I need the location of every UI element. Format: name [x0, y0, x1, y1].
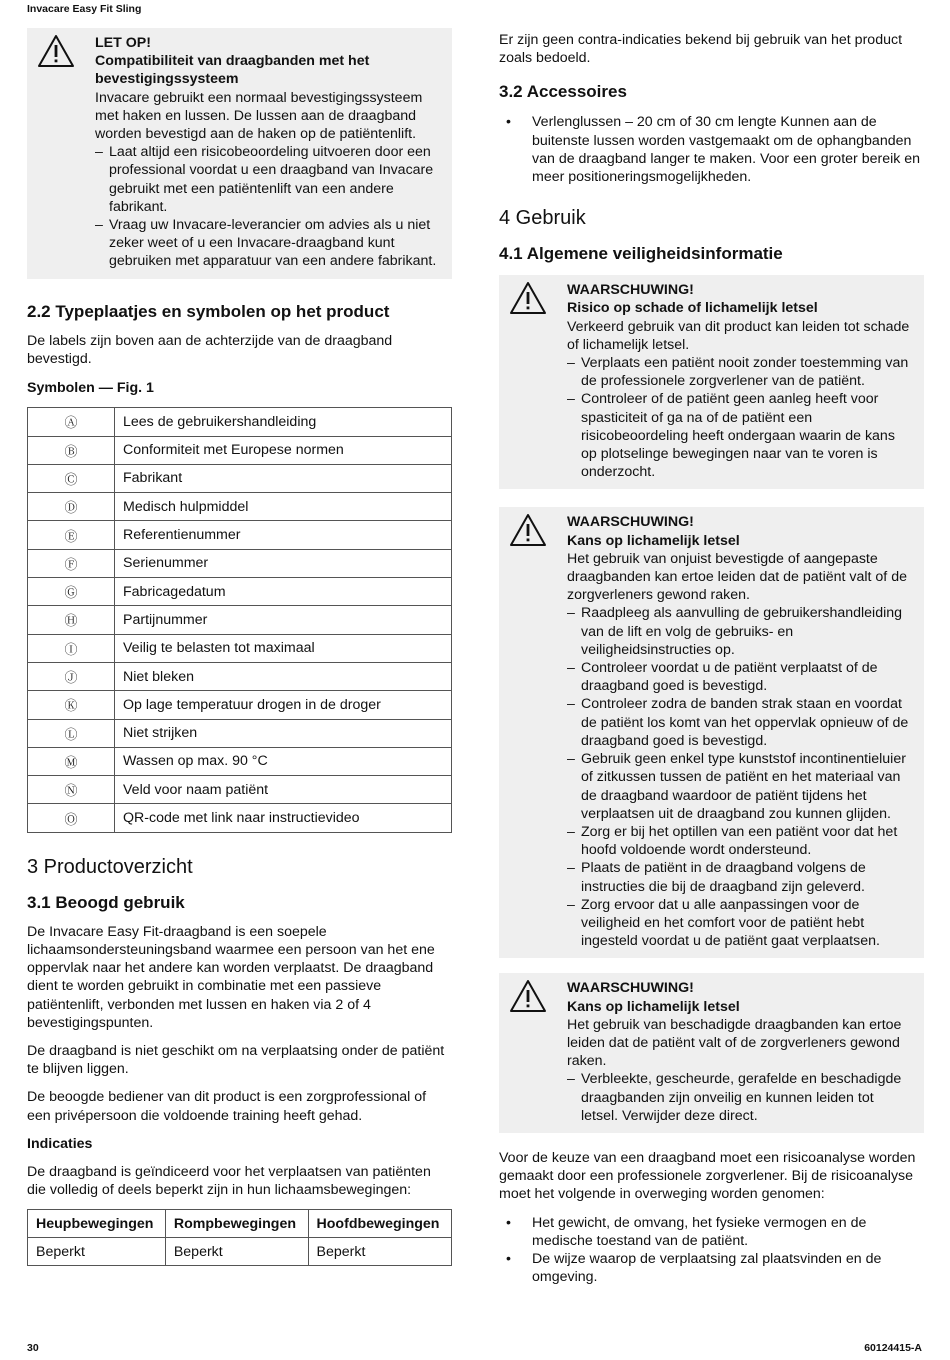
symbol-label: Op lage temperatuur drogen in de droger — [115, 691, 452, 719]
symbol-label: Niet strijken — [115, 719, 452, 747]
right-column — [499, 31, 924, 1286]
table-row — [28, 493, 452, 521]
labels-paragraph: De labels zijn boven aan de achterzijde van de draagband bevestigd. — [27, 332, 393, 367]
page-number: 30 — [27, 1342, 39, 1354]
contraindications-paragraph: Er zijn geen contra-indicaties bekend bij gebruik van het product zoals bedoeld. — [499, 32, 903, 67]
table-row — [28, 747, 452, 775]
symbol-label: QR-code met link naar instructievideo — [115, 804, 452, 832]
symbol-label: Medisch hulpmiddel — [115, 493, 452, 521]
caution-note — [27, 28, 452, 279]
symbol-letter: Ⓘ — [28, 634, 115, 662]
warning-item: – Gebruik geen enkel type kunststof incontinentieluier of zitkussen tussen de patiënt en het materiaal van de draagband waardoor de patiënt tijdens het verplaatsen uit de draagband zou kunnen glijden. — [567, 750, 914, 823]
symbol-label: Lees de gebruikershandleiding — [115, 408, 452, 436]
warning-item: – Controleer of de patiënt geen aanleg heeft voor spasticiteit of ga na of de patiënt een risicobeoordeling heeft ondergaan waarin de kans op plotselinge bewegingen naar van te voren is onderzocht. — [567, 390, 914, 481]
warning-item: – Controleer voordat u de patiënt verplaatst of de draagband goed is bevestigd. — [567, 659, 914, 695]
symbol-label: Wassen op max. 90 °C — [115, 747, 452, 775]
risk-analysis-paragraph: Voor de keuze van een draagband moet een risicoanalyse worden gemaakt door een professionele zorgverlener. Bij de risicoanalyse moet het volgende in overweging worden genomen: — [499, 1149, 916, 1203]
intended-use-paragraph: De Invacare Easy Fit-draagband is een soepele lichaamsondersteuningsband waarmee een persoon van het ene oppervlak naar het andere kan worden verplaatst. De draagband dient te worden gebruikt in combinatie met een passieve patiëntenlift, verbonden met lussen en haken via 2 of 4 bevestigingspunten. — [27, 923, 435, 1031]
warning-item: – Controleer zodra de banden strak staan en voordat de patiënt los komt van het oppervlak opnieuw of de draagband goed is bevestigd. — [567, 695, 914, 750]
symbol-label: Conformiteit met Europese normen — [115, 436, 452, 464]
indications-heading: Indicaties — [27, 1135, 93, 1152]
warning-box — [499, 973, 924, 1133]
table-row — [28, 662, 452, 690]
table-row — [28, 1238, 452, 1266]
warning-body: Verkeerd gebruik van dit product kan leiden tot schade of lichamelijk letsel. — [567, 318, 910, 353]
document-code: 60124415-A — [864, 1342, 922, 1354]
symbol-letter: Ⓑ — [28, 436, 115, 464]
section-heading-4-1: 4.1 Algemene veiligheidsinformatie — [499, 244, 783, 264]
symbol-label: Partijnummer — [115, 606, 452, 634]
warning-triangle-icon — [509, 979, 547, 1013]
symbol-letter: Ⓙ — [28, 662, 115, 690]
symbol-label: Fabrikant — [115, 464, 452, 492]
table-cell: Beperkt — [28, 1238, 166, 1266]
warning-item: – Zorg ervoor dat u alle aanpassingen voor de veiligheid en het comfort voor de patiënt hebt ingesteld voordat u de patiënt gaat verplaatsen. — [567, 896, 914, 951]
symbol-letter: Ⓛ — [28, 719, 115, 747]
chapter-heading-4: 4 Gebruik — [499, 207, 586, 230]
warning-box — [499, 507, 924, 958]
symbol-letter: Ⓗ — [28, 606, 115, 634]
column-header: Hoofdbewegingen — [308, 1210, 451, 1238]
warning-list — [567, 1070, 914, 1125]
symbol-letter: Ⓖ — [28, 578, 115, 606]
warning-item: – Verbleekte, gescheurde, gerafelde en beschadigde draagbanden zijn onveilig en kunnen leiden tot letsel. Verwijder deze direct. — [567, 1070, 914, 1125]
warning-item: – Plaats de patiënt in de draagband volgens de instructies die bij de draagband zijn geleverd. — [567, 859, 914, 895]
table-row — [28, 464, 452, 492]
symbols-caption: Symbolen — Fig. 1 — [27, 380, 154, 397]
left-column — [27, 28, 452, 1266]
note-title: Compatibiliteit van draagbanden met het bevestigingssysteem — [95, 53, 370, 88]
symbols-table — [27, 407, 452, 832]
note-list — [95, 143, 442, 270]
accessory-item: • Verlenglussen – 20 cm of 30 cm lengte Kunnen aan de buitenste lussen worden vastgemaakt om de ophangbanden van de draagband langer te maken. Voor een groter bereik en meer positioneringsmogelijkheden. — [499, 113, 924, 186]
risk-factor-item: • De wijze waarop de verplaatsing zal plaatsvinden en de omgeving. — [499, 1250, 924, 1286]
table-row — [28, 804, 452, 832]
table-row — [28, 634, 452, 662]
warning-triangle-icon — [37, 34, 75, 68]
table-cell: Beperkt — [165, 1238, 308, 1266]
table-row — [28, 549, 452, 577]
warning-item: – Zorg er bij het optillen van een patiënt voor dat het hoofd voldoende wordt ondersteund. — [567, 823, 914, 859]
table-row — [28, 719, 452, 747]
column-header: Heupbewegingen — [28, 1210, 166, 1238]
table-header-row — [28, 1210, 452, 1238]
warning-title: Kans op lichamelijk letsel — [567, 998, 740, 1015]
warning-box — [499, 275, 924, 489]
section-heading-3-2: 3.2 Accessoires — [499, 82, 627, 102]
warning-triangle-icon — [509, 281, 547, 315]
table-row — [28, 606, 452, 634]
chapter-heading-3: 3 Productoverzicht — [27, 855, 193, 878]
symbol-label: Veilig te belasten tot maximaal — [115, 634, 452, 662]
symbol-letter: Ⓔ — [28, 521, 115, 549]
table-row — [28, 691, 452, 719]
table-row — [28, 436, 452, 464]
indications-paragraph: De draagband is geïndiceerd voor het verplaatsen van patiënten die volledig of deels beperkt zijn in hun lichaamsbewegingen: — [27, 1163, 431, 1199]
symbol-letter: Ⓝ — [28, 776, 115, 804]
warning-title: Risico op schade of lichamelijk letsel — [567, 300, 818, 317]
accessories-list — [499, 113, 924, 186]
running-header: Invacare Easy Fit Sling — [27, 3, 142, 15]
table-row — [28, 776, 452, 804]
note-item: – Laat altijd een risicobeoordeling uitvoeren door een professional voordat u een draagband van Invacare gebruikt met een patiëntenlift van een andere fabrikant. — [95, 143, 442, 216]
symbol-letter: Ⓒ — [28, 464, 115, 492]
warning-item: – Verplaats een patiënt nooit zonder toestemming van de professionele zorgverlener van de patiënt. — [567, 354, 914, 390]
risk-factors-list — [499, 1214, 924, 1287]
section-heading-2-2: 2.2 Typeplaatjes en symbolen op het product — [27, 301, 390, 321]
symbol-letter: Ⓐ — [28, 408, 115, 436]
warning-list — [567, 604, 914, 950]
symbol-letter: Ⓚ — [28, 691, 115, 719]
note-item: – Vraag uw Invacare-leverancier om advies als u niet zeker weet of u een Invacare-draagband kunt gebruiken met apparatuur van een andere fabrikant. — [95, 216, 442, 271]
symbol-letter: Ⓕ — [28, 549, 115, 577]
symbol-letter: Ⓜ — [28, 747, 115, 775]
table-row — [28, 408, 452, 436]
warning-triangle-icon — [509, 513, 547, 547]
symbol-label: Serienummer — [115, 549, 452, 577]
table-row — [28, 578, 452, 606]
intended-use-paragraph: De draagband is niet geschikt om na verplaatsing onder de patiënt te blijven liggen. — [27, 1042, 445, 1078]
table-cell: Beperkt — [308, 1238, 451, 1266]
symbol-label: Fabricagedatum — [115, 578, 452, 606]
warning-heading: WAARSCHUWING! — [567, 282, 694, 299]
warning-item: – Raadpleeg als aanvulling de gebruikershandleiding van de lift en volg de gebruiks- en veiligheidsinstructies op. — [567, 604, 914, 659]
warning-body: Het gebruik van beschadigde draagbanden kan ertoe leiden dat de patiënt valt of de zorgverleners gewond raken. — [567, 1016, 902, 1070]
symbol-label: Niet bleken — [115, 662, 452, 690]
table-row — [28, 521, 452, 549]
risk-factor-item: • Het gewicht, de omvang, het fysieke vermogen en de medische toestand van de patiënt. — [499, 1214, 924, 1250]
note-heading: LET OP! — [95, 35, 151, 51]
warning-body: Het gebruik van onjuist bevestigde of aangepaste draagbanden kan ertoe leiden dat de patiënt valt of de zorgverleners gewond raken. — [567, 550, 907, 604]
movement-table — [27, 1209, 452, 1266]
section-heading-3-1: 3.1 Beoogd gebruik — [27, 892, 185, 912]
note-body: Invacare gebruikt een normaal bevestigingssysteem met haken en lussen. De lussen aan de draagband worden bevestigd aan de haken op de patiëntenlift. — [95, 89, 423, 143]
warning-heading: WAARSCHUWING! — [567, 980, 694, 997]
symbol-label: Referentienummer — [115, 521, 452, 549]
intended-use-paragraph: De beoogde bediener van dit product is een zorgprofessional of een privépersoon die voldoende training heeft gehad. — [27, 1089, 427, 1124]
column-header: Rompbewegingen — [165, 1210, 308, 1238]
warning-list — [567, 354, 914, 481]
symbol-label: Veld voor naam patiënt — [115, 776, 452, 804]
symbol-letter: Ⓓ — [28, 493, 115, 521]
warning-heading: WAARSCHUWING! — [567, 514, 694, 531]
symbol-letter: Ⓞ — [28, 804, 115, 832]
warning-title: Kans op lichamelijk letsel — [567, 532, 740, 549]
